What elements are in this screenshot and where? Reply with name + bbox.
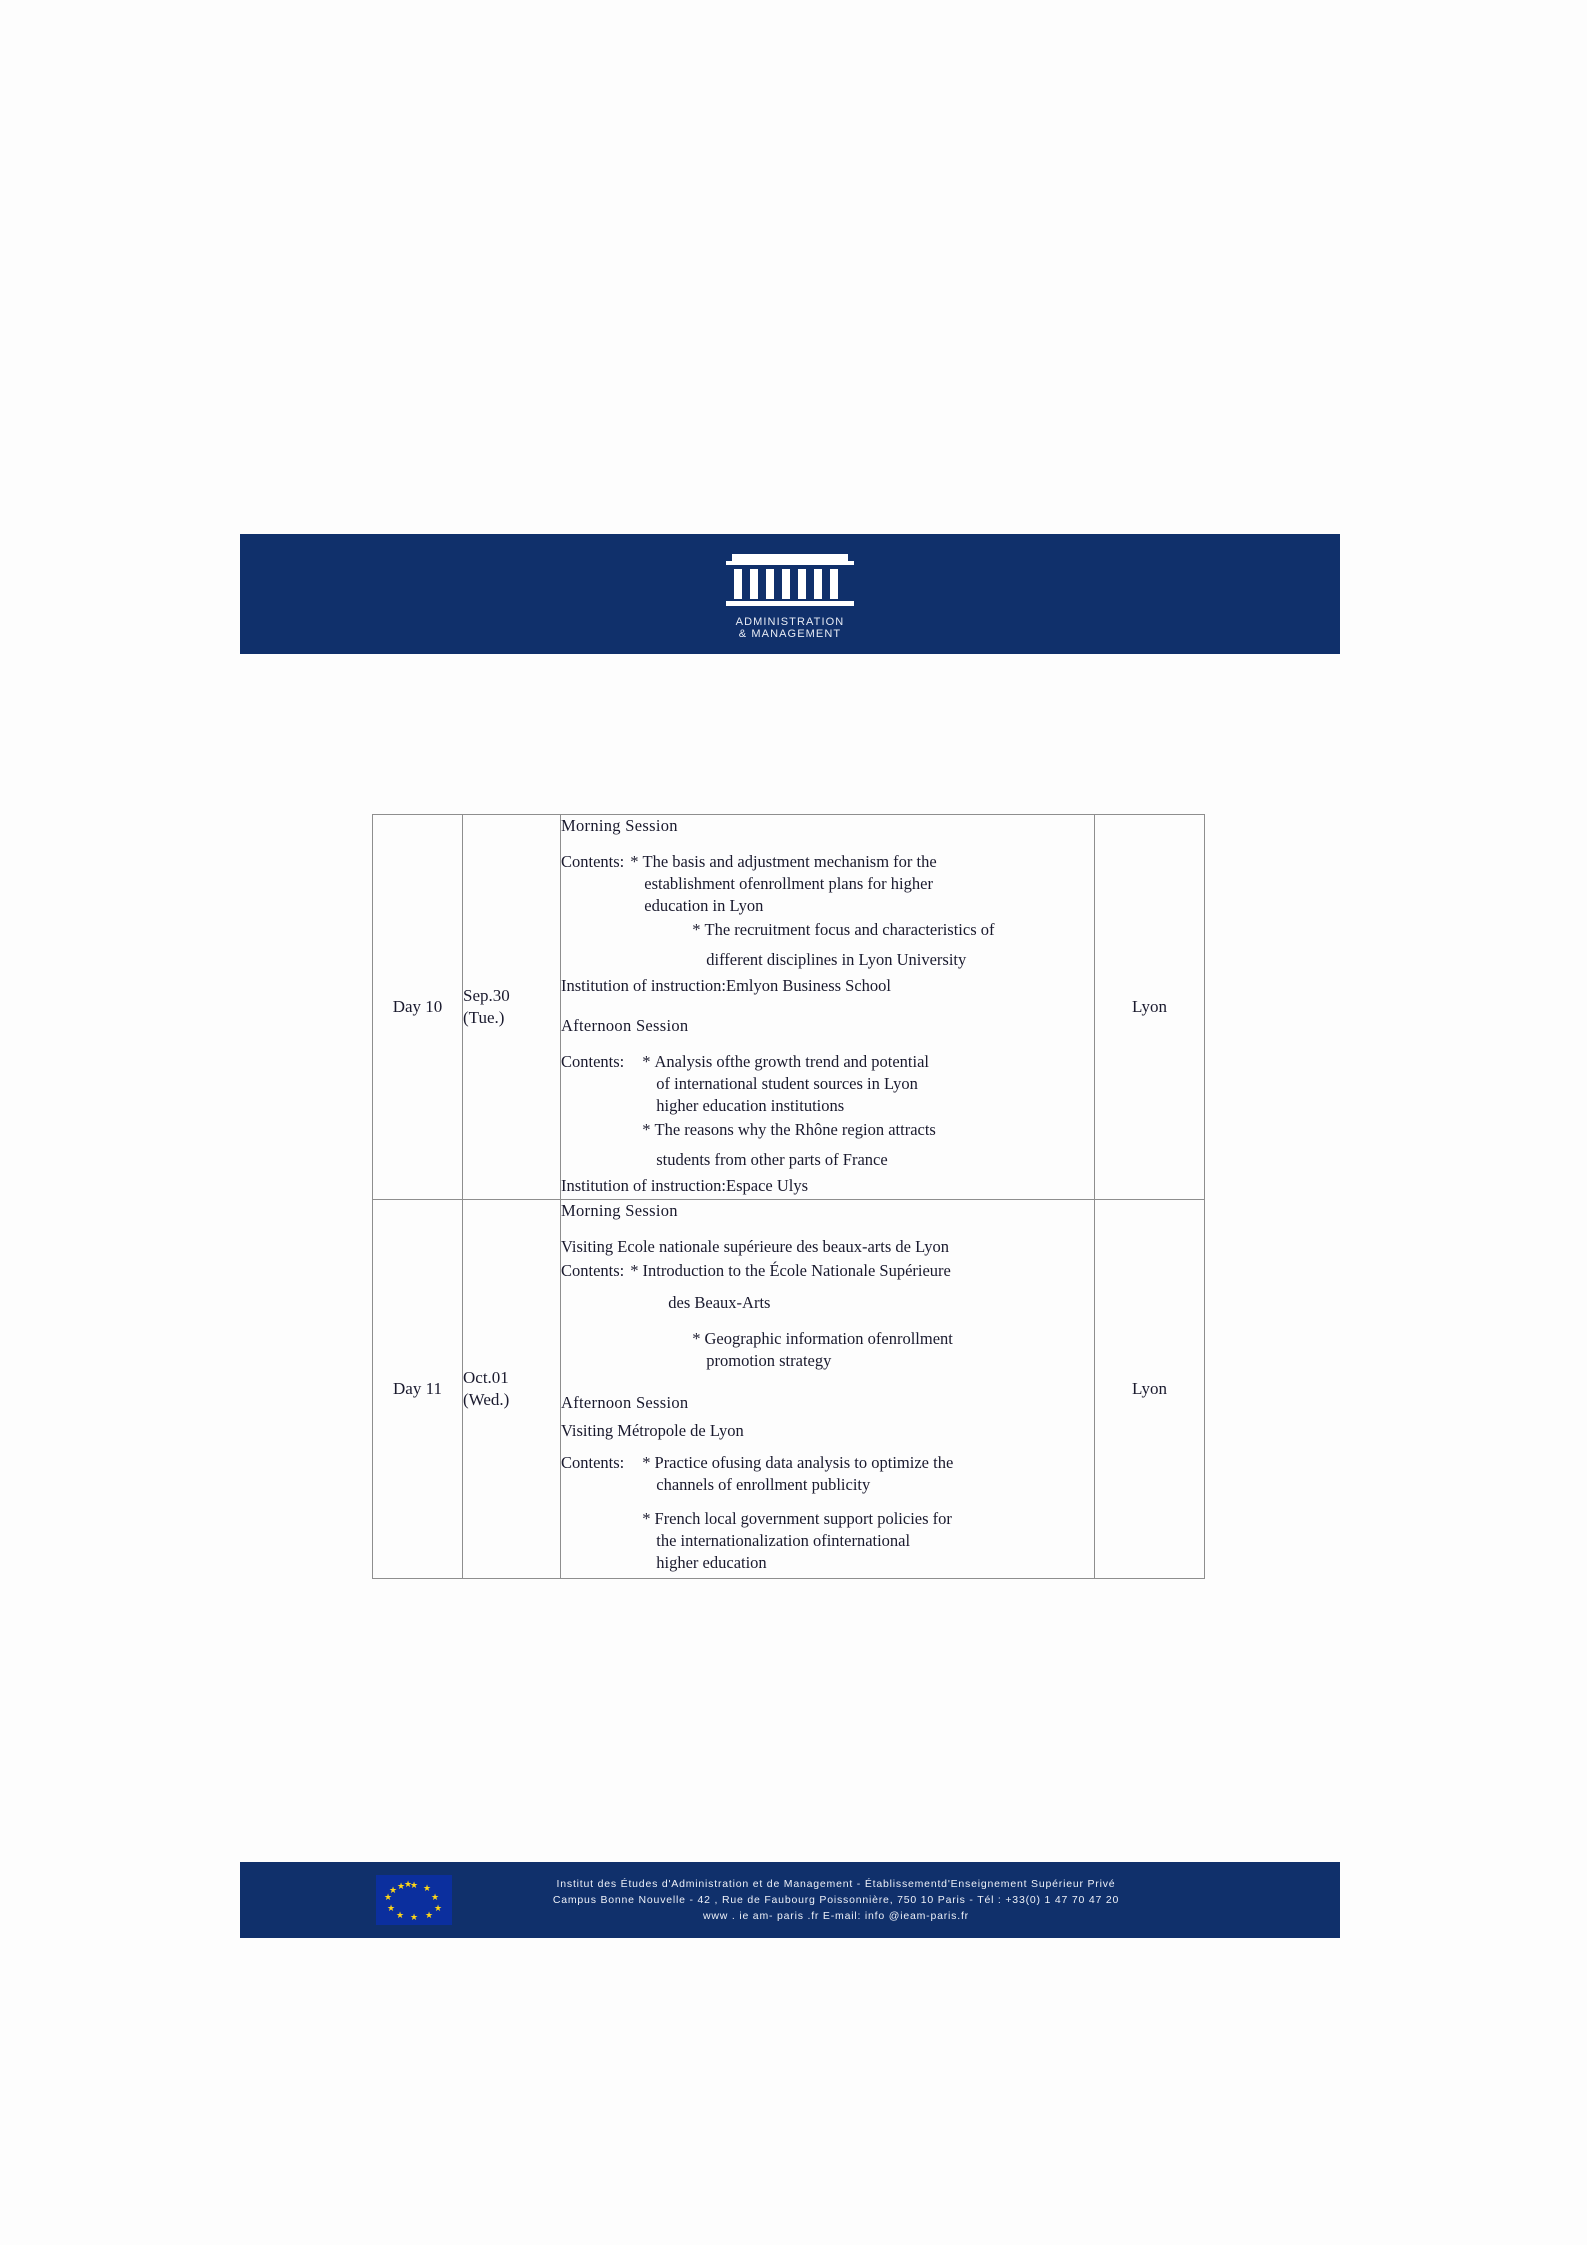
row-date-line1: Sep.30 [463, 986, 510, 1005]
contents-label: Contents: [561, 1052, 625, 1071]
bullet-text: the internationalization ofinternational [656, 1531, 911, 1550]
footer-banner [240, 1862, 1340, 1938]
eu-flag-icon: ★ ★ ★ ★ ★ ★ ★ ★ ★ ★ ★ ★ [376, 1875, 452, 1925]
bullet-text: des Beaux-Arts [668, 1293, 771, 1312]
morning-contents [561, 851, 1094, 973]
contents-label: Contents: [561, 1453, 625, 1472]
footer-line-1: Institut des Études d'Administration et de Management - Établissementd'Enseignement Supérieur Privé [556, 1878, 1116, 1890]
footer-text [452, 1876, 1340, 1924]
morning-session-title: Morning Session [561, 1201, 678, 1220]
bullet-text: promotion strategy [706, 1351, 832, 1370]
afternoon-institution: Institution of instruction:Espace Ulys [561, 1176, 809, 1195]
bullet-text: different disciplines in Lyon University [706, 950, 967, 969]
row-date [463, 1200, 561, 1579]
bullet-text: Practice ofusing data analysis to optimize the [654, 1453, 954, 1472]
logo-subtitle-line1: ADMINISTRATION [735, 616, 845, 628]
bullet-text: The reasons why the Rhône region attracts [654, 1120, 936, 1139]
list-item [642, 1051, 1094, 1117]
bullet-star: * [692, 1329, 701, 1348]
bullet-text: establishment ofenrollment plans for higher [644, 874, 933, 893]
afternoon-contents [561, 1051, 1094, 1173]
contents-label: Contents: [561, 852, 625, 871]
bullet-star: * [692, 920, 701, 939]
table-row [373, 815, 1205, 1200]
bullet-text: students from other parts of France [656, 1150, 888, 1169]
bullet-text: higher education [656, 1553, 767, 1572]
list-item [630, 851, 1094, 917]
morning-contents [561, 1260, 1094, 1374]
row-place: Lyon [1095, 1200, 1205, 1579]
ieam-logo [724, 548, 856, 640]
row-details [561, 815, 1095, 1200]
bullet-star: * [642, 1120, 651, 1139]
bullet-star: * [630, 852, 639, 871]
list-item [642, 1452, 1094, 1496]
bullet-star: * [642, 1453, 651, 1472]
bullet-text: higher education institutions [656, 1096, 845, 1115]
bullet-text: French local government support policies for [654, 1509, 952, 1528]
bullet-text: channels of enrollment publicity [656, 1475, 871, 1494]
contents-label: Contents: [561, 1261, 625, 1280]
morning-session-title: Morning Session [561, 816, 678, 835]
list-item [630, 1328, 1094, 1372]
bullet-star: * [642, 1052, 651, 1071]
morning-visit: Visiting Ecole nationale supérieure des beaux-arts de Lyon [561, 1237, 950, 1256]
row-date-line1: Oct.01 [463, 1368, 509, 1387]
row-details [561, 1200, 1095, 1579]
row-date-line2: (Wed.) [463, 1390, 510, 1409]
morning-institution: Institution of instruction:Emlyon Business School [561, 976, 891, 995]
row-day: Day 11 [373, 1200, 463, 1579]
row-day: Day 10 [373, 815, 463, 1200]
bullet-text: of international student sources in Lyon [656, 1074, 918, 1093]
bullet-star: * [630, 1261, 639, 1280]
row-date-line2: (Tue.) [463, 1008, 505, 1027]
logo-subtitle-line2: & MANAGEMENT [738, 628, 842, 640]
bullet-text: education in Lyon [644, 896, 764, 915]
list-item [630, 919, 1094, 971]
footer-line-3: www . ie am- paris .fr E-mail: info @ieam-paris.fr [703, 1910, 969, 1922]
list-item [630, 1260, 1094, 1314]
bullet-text: The recruitment focus and characteristics of [704, 920, 995, 939]
bullet-text: Analysis ofthe growth trend and potential [654, 1052, 929, 1071]
afternoon-session-title: Afternoon Session [561, 1393, 689, 1412]
schedule-table [372, 814, 1205, 1579]
list-item [642, 1508, 1094, 1574]
bullet-text: Introduction to the École Nationale Supérieure [642, 1261, 951, 1280]
row-date [463, 815, 561, 1200]
list-item [642, 1119, 1094, 1171]
afternoon-visit: Visiting Métropole de Lyon [561, 1421, 744, 1440]
ieam-logo-icon [724, 548, 856, 616]
afternoon-session-title: Afternoon Session [561, 1016, 689, 1035]
footer-line-2: Campus Bonne Nouvelle - 42 , Rue de Faubourg Poissonnière, 750 10 Paris - Tél : +33(0) 1 47 70 47 20 [552, 1894, 1120, 1906]
header-banner [240, 534, 1340, 654]
bullet-star: * [642, 1509, 651, 1528]
row-place: Lyon [1095, 815, 1205, 1200]
afternoon-contents [561, 1452, 1094, 1576]
bullet-text: The basis and adjustment mechanism for the [642, 852, 937, 871]
table-row [373, 1200, 1205, 1579]
bullet-text: Geographic information ofenrollment [704, 1329, 953, 1348]
